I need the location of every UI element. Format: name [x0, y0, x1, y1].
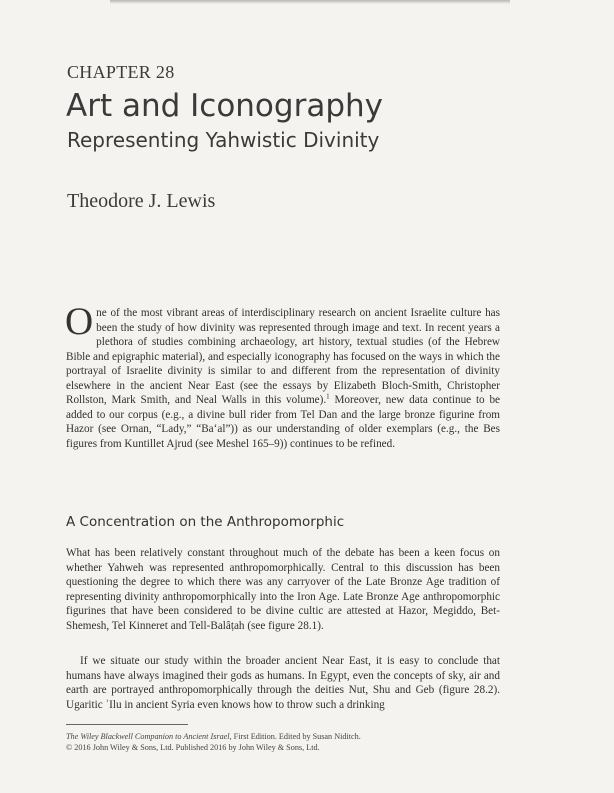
body-paragraph-2: If we situate our study within the broader ancient Near East, it is easy to conclude that humans have always imagined their gods as humans. In Egypt, even the concepts of sky, air and earth are portrayed anthropomorphically through the deities Nut, Shu and Geb (figure 28.2). Ugaritic ʾIlu in ancient Syria even knows how to throw such a drinking [66, 655, 500, 711]
edition-info: , First Edition. Edited by Susan Niditch. [229, 732, 361, 741]
copyright-footer [66, 731, 506, 753]
intro-paragraph [65, 300, 501, 451]
body-paragraph-1: What has been relatively constant throughout much of the debate has been a keen focus on whether Yahweh was represented anthropomorphically. Central to this discussion has been questioning the degree to which there was any carryover of the Late Bronze Age tradition of representing divinity anthropomorphically into the Iron Age. Late Bronze Age anthropomorphic figurines that have been considered to be divine cultic are attested at Hazor, Megiddo, Bet-Shemesh, Tel Kinneret and Tell-Balâṭah (see figure 28.1). [66, 547, 500, 632]
footer-rule [66, 724, 188, 725]
section-heading: A Concentration on the Anthropomorphic [66, 514, 345, 530]
author-name: Theodore J. Lewis [67, 190, 216, 212]
drop-cap: O [65, 300, 94, 343]
scan-edge [110, 0, 510, 4]
footnote-marker[interactable]: 1 [326, 392, 330, 401]
intro-text: ne of the most vibrant areas of interdisciplinary research on ancient Israelite culture has been the study of how divinity was represented through image and text. In recent years a plethora of studies combining archaeology, art history, textual studies (of the Hebrew Bible and epigraphic material), and especially iconography has focused on the ways in which the portrayal of Israelite divinity is similar to and different from the representation of divinity elsewhere in the ancient Near East (see the essays by Elizabeth Bloch-Smith, Christopher Rollston, Mark Smith, and Neal Walls in this volume). [66, 307, 500, 406]
publication-title: The Wiley Blackwell Companion to Ancient Israel [66, 732, 230, 741]
chapter-label: CHAPTER 28 [67, 62, 175, 82]
chapter-subtitle: Representing Yahwistic Divinity [67, 128, 380, 152]
footer-line-2: © 2016 John Wiley & Sons, Ltd. Published 2016 by John Wiley & Sons, Ltd. [66, 743, 320, 752]
chapter-title: Art and Iconography [66, 88, 383, 124]
footer-line-1 [66, 731, 506, 742]
intro-text-continued: Moreover, new data continue to be added to our corpus (e.g., a divine bull rider from Tel Dan and the large bronze figurine from Hazor (see Ornan, “Lady,” “Ba‘al”)) as our understanding of older exemplars (e.g., the Bes figures from Kuntillet Ajrud (see Meshel 165–9)) continues to be refined. [66, 394, 501, 450]
